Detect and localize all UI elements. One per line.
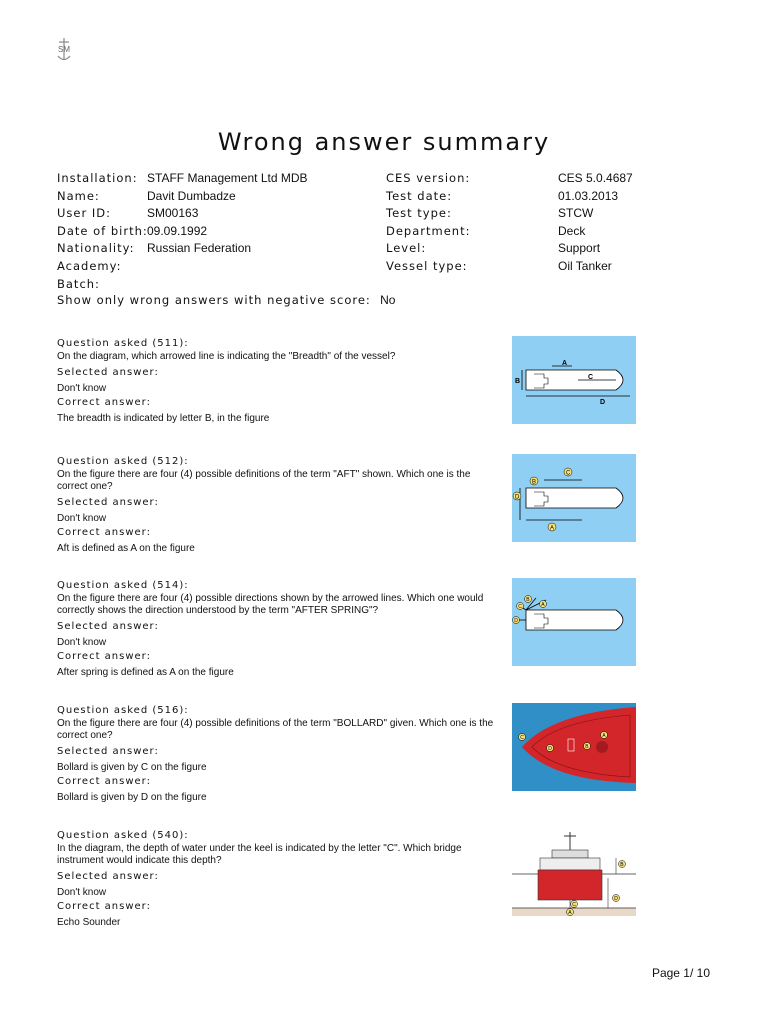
question-block: [57, 830, 497, 930]
figure-breadth-diagram: [512, 336, 636, 424]
negative-score-value: No: [380, 293, 396, 307]
selected-answer: Don't know: [57, 383, 107, 394]
info-row: [386, 224, 585, 238]
question-text: In the diagram, the depth of water under the keel is indicated by the letter "C". Which bridge instrument would indicate this depth?: [57, 843, 462, 866]
negative-score-label: Show only wrong answers with negative score:: [57, 293, 371, 307]
selected-answer-label: Selected answer:: [57, 497, 159, 508]
fig2-label-c: C: [566, 470, 571, 477]
negative-score-row: [57, 293, 395, 307]
question-text: On the figure there are four (4) possible definitions of the term "BOLLARD" given. Which one is the correct one?: [57, 718, 494, 741]
info-row: [386, 189, 618, 203]
info-label: Vessel type:: [386, 259, 468, 273]
info-label: Nationality:: [57, 241, 135, 256]
figure-after-spring-diagram: [512, 578, 636, 666]
info-value: SM00163: [147, 206, 199, 221]
selected-answer: Bollard is given by C on the figure: [57, 762, 207, 773]
fig5-label-c: C: [572, 902, 576, 909]
selected-answer-label: Selected answer:: [57, 621, 159, 632]
question-block: [57, 580, 497, 680]
info-value: 01.03.2013: [558, 188, 619, 203]
page-number: Page 1/ 10: [651, 966, 710, 980]
fig5-label-b: B: [620, 862, 624, 869]
correct-answer-label: Correct answer:: [57, 397, 151, 408]
question-header: Question asked (512):: [57, 456, 189, 467]
correct-answer: The breadth is indicated by letter B, in the figure: [57, 413, 270, 424]
page-title: Wrong answer summary: [217, 128, 551, 156]
info-label: Name:: [57, 188, 100, 203]
question-block: [57, 705, 497, 805]
selected-answer-label: Selected answer:: [57, 746, 159, 757]
fig2-label-b: B: [532, 479, 537, 486]
info-value: 09.09.1992: [147, 223, 208, 238]
correct-answer: After spring is defined as A on the figure: [57, 667, 234, 678]
question-header: Question asked (514):: [57, 580, 189, 591]
question-header: Question asked (540):: [57, 830, 189, 841]
correct-answer-label: Correct answer:: [57, 651, 151, 662]
info-label: User ID:: [57, 206, 111, 221]
correct-answer: Echo Sounder: [57, 917, 121, 928]
logo-text: SM: [58, 45, 70, 54]
info-row: [386, 259, 612, 273]
info-row: [57, 259, 147, 273]
fig2-label-a: A: [550, 525, 555, 532]
info-label: Installation:: [57, 171, 138, 185]
question-block: [57, 456, 497, 556]
selected-answer: Don't know: [57, 887, 107, 898]
info-row: [57, 277, 147, 291]
info-row: [57, 241, 251, 255]
fig3-label-c: C: [518, 604, 522, 611]
info-row: [57, 189, 236, 203]
question-block: [57, 338, 497, 426]
question-text: On the figure there are four (4) possible definitions of the term "AFT" shown. Which one is the correct one?: [57, 469, 471, 492]
correct-answer: Aft is defined as A on the figure: [57, 543, 195, 554]
info-label: CES version:: [386, 171, 471, 185]
info-row: [57, 171, 308, 185]
info-label: Date of birth:: [57, 223, 148, 238]
correct-answer-label: Correct answer:: [57, 901, 151, 912]
fig4-label-a: A: [602, 733, 606, 740]
fig5-label-d: D: [614, 896, 618, 903]
figure-aft-diagram: [512, 454, 636, 542]
selected-answer-label: Selected answer:: [57, 367, 159, 378]
fig4-label-b: B: [585, 744, 589, 751]
info-row: [386, 241, 600, 255]
selected-answer: Don't know: [57, 637, 107, 648]
figure-bollard-diagram: [512, 703, 636, 791]
selected-answer: Don't know: [57, 513, 107, 524]
info-row: [57, 206, 198, 220]
info-value: STCW: [558, 206, 594, 221]
fig1-label-b: B: [515, 378, 521, 385]
fig4-label-c: C: [520, 735, 524, 742]
info-label: Academy:: [57, 259, 122, 273]
fig1-label-a: A: [562, 360, 568, 367]
fig3-label-d: D: [514, 618, 518, 625]
question-text: On the figure there are four (4) possible directions shown by the arrowed lines. Which one would correctly shows the direction understood by the term "AFTER SPRING"?: [57, 593, 484, 616]
info-row: [386, 171, 633, 185]
correct-answer-label: Correct answer:: [57, 527, 151, 538]
info-value: Support: [558, 241, 601, 256]
info-label: Test date:: [386, 188, 453, 203]
fig3-label-b: B: [526, 597, 530, 604]
fig3-label-a: A: [541, 602, 545, 609]
info-value: Russian Federation: [147, 241, 252, 256]
selected-answer-label: Selected answer:: [57, 871, 159, 882]
info-row: [57, 224, 207, 238]
info-value: CES 5.0.4687: [558, 171, 633, 185]
info-value: STAFF Management Ltd MDB: [147, 171, 308, 185]
info-label: Level:: [386, 241, 427, 256]
info-value: Davit Dumbadze: [147, 188, 236, 203]
info-row: [386, 206, 593, 220]
question-text: On the diagram, which arrowed line is indicating the "Breadth" of the vessel?: [57, 351, 396, 362]
info-label: Test type:: [386, 206, 452, 221]
figure-depth-diagram: [512, 828, 636, 916]
info-label: Batch:: [57, 276, 100, 291]
info-label: Department:: [386, 223, 471, 238]
question-header: Question asked (516):: [57, 705, 189, 716]
fig2-label-d: D: [515, 494, 520, 501]
correct-answer-label: Correct answer:: [57, 776, 151, 787]
company-logo: [50, 36, 78, 64]
info-value: Deck: [558, 223, 586, 238]
fig1-label-c: C: [588, 374, 594, 381]
fig4-label-d: D: [548, 746, 552, 753]
fig5-label-a: A: [568, 910, 572, 916]
correct-answer: Bollard is given by D on the figure: [57, 792, 207, 803]
info-value: Oil Tanker: [558, 259, 612, 273]
question-header: Question asked (511):: [57, 338, 189, 349]
fig1-label-d: D: [600, 399, 606, 406]
